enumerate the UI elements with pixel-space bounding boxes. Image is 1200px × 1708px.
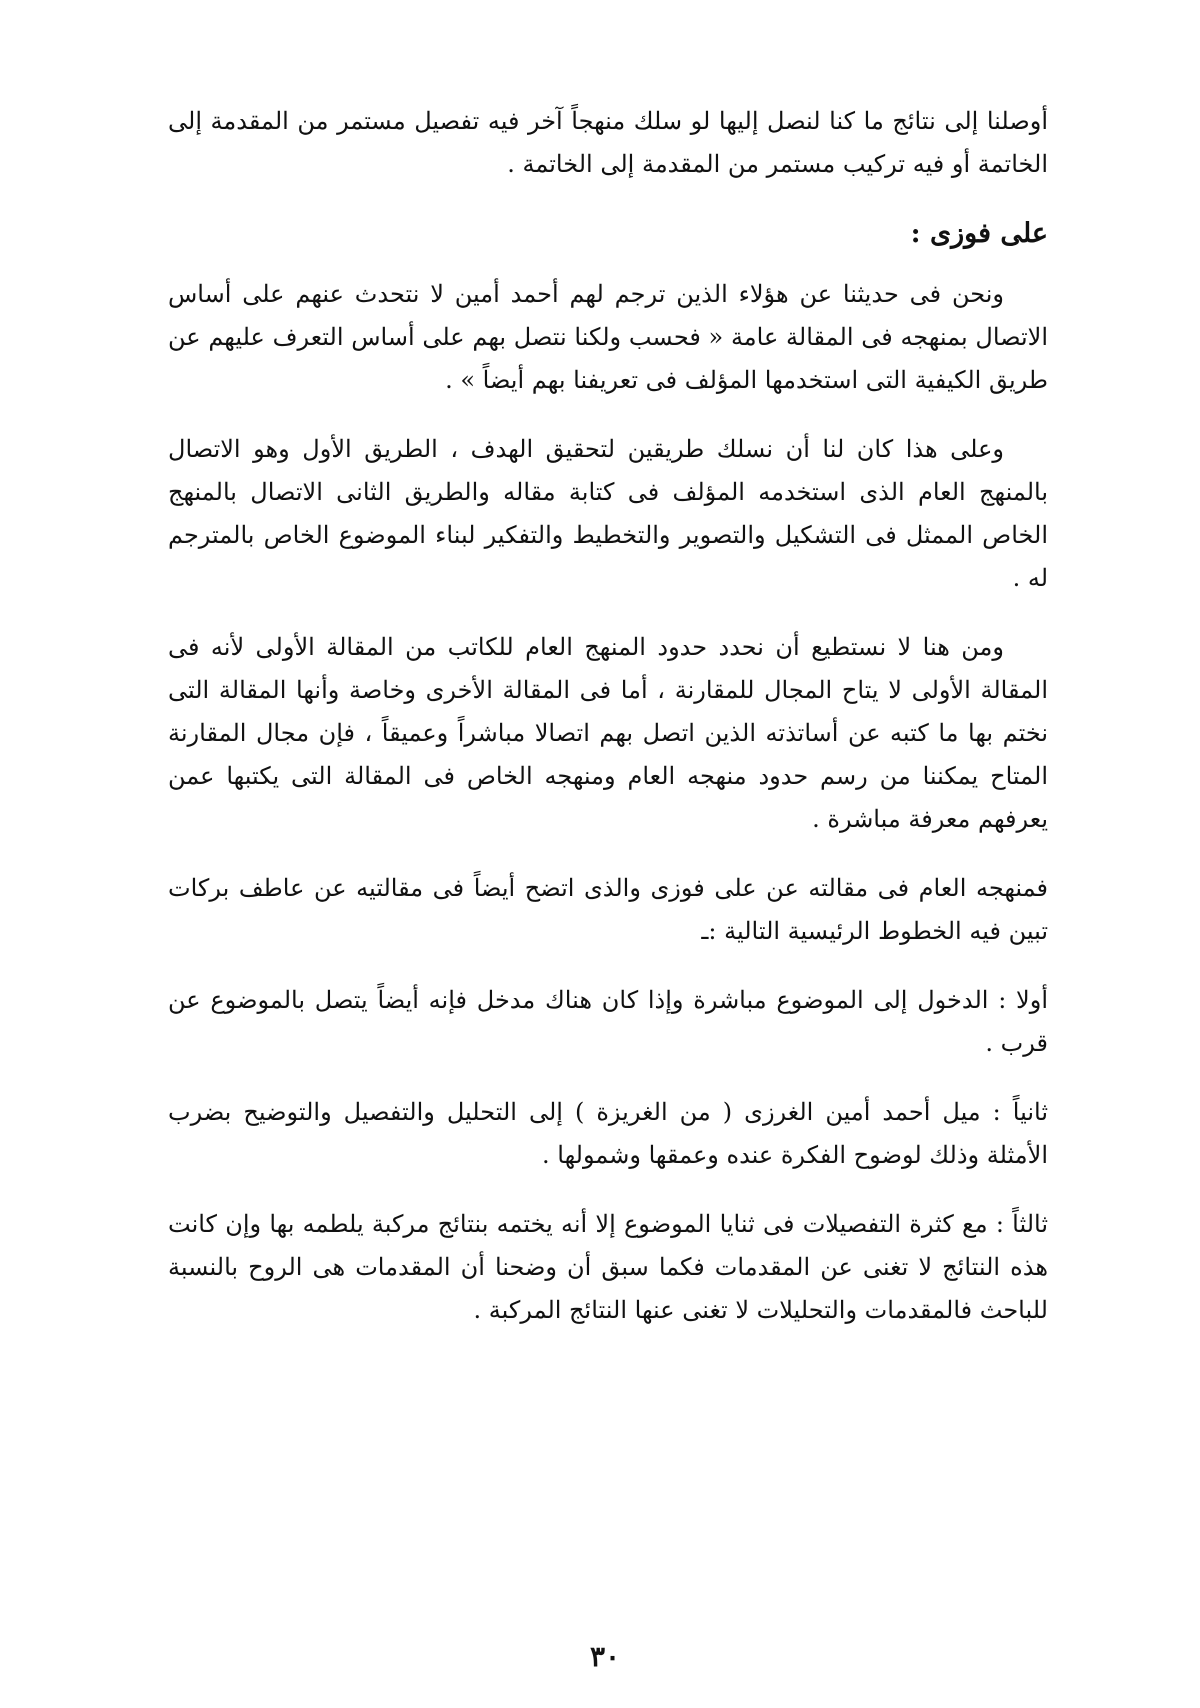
page-number: ٣٠ xyxy=(589,1640,621,1673)
paragraph-intro-continuation: أوصلنا إلى نتائج ما كنا لنصل إليها لو سلك منهجاً آخر فيه تفصيل مستمر من المقدمة إلى الخاتمة أو فيه تركيب مستمر من المقدمة إلى الخاتمة . xyxy=(168,107,1048,178)
paragraph-approach: ونحن فى حديثنا عن هؤلاء الذين ترجم لهم أحمد أمين لا نتحدث عنهم على أساس الاتصال بمنهجه فى المقالة عامة « فحسب ولكنا نتصل بهم على أساس التعرف عليهم عن طريق الكيفية التى استخدمها المؤلف فى تعريفنا بهم أيضاً » . xyxy=(168,280,1048,394)
section-heading: على فوزى : xyxy=(910,218,1048,249)
paragraph-second-point: ثانياً : ميل أحمد أمين الغرزى ( من الغريزة ) إلى التحليل والتفصيل والتوضيح بضرب الأمثلة وذلك لوضوح الفكرة عنده وعمقها وشمولها . xyxy=(168,1098,1048,1169)
paragraph-general-method: ومن هنا لا نستطيع أن نحدد حدود المنهج العام للكاتب من المقالة الأولى لأنه فى المقالة الأولى لا يتاح المجال للمقارنة ، أما فى المقالة الأخرى وخاصة وأنها المقالة التى نختم بها ما كتبه عن أساتذته الذين اتصل بهم اتصالا مباشراً وعميقاً ، فإن مجال المقارنة المتاح يمكننا من رسم حدود منهجه العام ومنهجه الخاص فى المقالة التى يكتبها عمن يعرفهم معرفة مباشرة . xyxy=(168,633,1049,833)
paragraph-main-lines: فمنهجه العام فى مقالته عن على فوزى والذى اتضح أيضاً فى مقالتيه عن عاطف بركات تبين فيه الخطوط الرئيسية التالية :ـ xyxy=(168,874,1048,945)
paragraph-two-paths: وعلى هذا كان لنا أن نسلك طريقين لتحقيق الهدف ، الطريق الأول وهو الاتصال بالمنهج العام الذى استخدمه المؤلف فى كتابة مقاله والطريق الثانى الاتصال بالمنهج الخاص الممثل فى التشكيل والتصوير والتخطيط والتفكير لبناء الموضوع الخاص بالمترجم له . xyxy=(168,435,1048,592)
paragraph-third-point: ثالثاً : مع كثرة التفصيلات فى ثنايا الموضوع إلا أنه يختمه بنتائج مركبة يلطمه بها وإن كانت هذه النتائج لا تغنى عن المقدمات فكما سبق أن وضحنا أن المقدمات هى الروح بالنسبة للباحث فالمقدمات والتحليلات لا تغنى عنها النتائج المركبة . xyxy=(168,1210,1048,1324)
paragraph-first-point: أولا : الدخول إلى الموضوع مباشرة وإذا كان هناك مدخل فإنه أيضاً يتصل بالموضوع عن قرب . xyxy=(168,986,1048,1057)
document-page xyxy=(168,100,1048,1700)
